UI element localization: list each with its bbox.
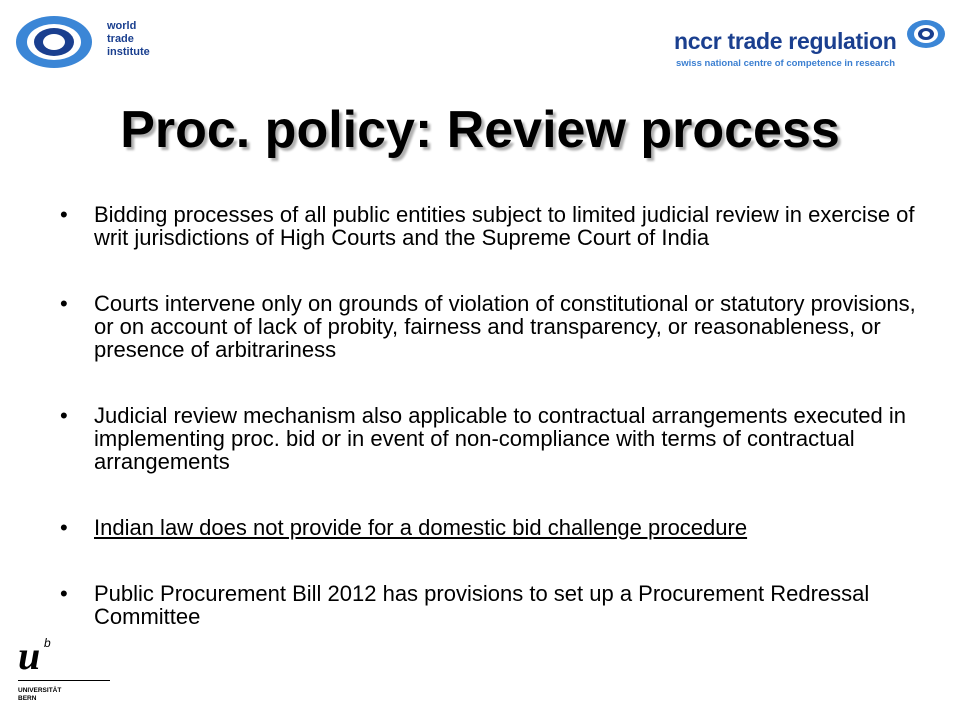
bullet-item (60, 582, 920, 628)
unibe-line: UNIVERSITÄT (18, 687, 62, 694)
nccr-logo-title: nccr trade regulation (674, 28, 897, 54)
bullet-text: Public Procurement Bill 2012 has provisions to set up a Procurement Redressal Committee (94, 581, 870, 629)
world-trade-institute-logo (14, 14, 164, 74)
unibe-mark: u (18, 633, 41, 678)
unibe-line: BERN (18, 695, 37, 702)
bullet-text: Bidding processes of all public entities subject to limited judicial review in exercise of writ jurisdictions of High Courts and the Supreme Court of India (94, 202, 915, 250)
bullet-icon: • (60, 515, 68, 540)
bullet-list (60, 203, 920, 628)
wti-logo-line: world (107, 20, 137, 32)
bullet-icon: • (60, 581, 68, 606)
bullet-icon: • (60, 291, 68, 316)
nccr-trade-regulation-logo (670, 18, 950, 68)
wti-logo-text (107, 20, 150, 59)
wti-logo-line: trade (107, 33, 134, 45)
bullet-item (60, 203, 920, 249)
bullet-item (60, 292, 920, 361)
nccr-logo-subtitle: swiss national centre of competence in research (676, 58, 896, 69)
bullet-text: Courts intervene only on grounds of violation of constitutional or statutory provisions, or on account of lack of probity, fairness and transparency, or reasonableness, or presence of arbitrariness (94, 291, 916, 362)
wti-logo-line: institute (107, 46, 150, 58)
university-of-bern-logo (18, 633, 118, 710)
bullet-icon: • (60, 202, 68, 227)
bullet-text-underlined: Indian law does not provide for a domestic bid challenge procedure (94, 515, 748, 540)
bullet-item (60, 516, 920, 539)
unibe-divider (18, 680, 110, 681)
slide-title: Proc. policy: Review process (120, 101, 840, 159)
unibe-text (18, 687, 61, 703)
bullet-text: Judicial review mechanism also applicable to contractual arrangements executed in implementing proc. bid or in event of non-compliance with terms of contractual arrangements (94, 403, 906, 474)
bullet-icon: • (60, 403, 68, 428)
wti-eye-icon (14, 14, 96, 70)
unibe-superscript: b (44, 636, 51, 650)
nccr-eye-icon (906, 18, 946, 50)
bullet-item (60, 404, 920, 473)
